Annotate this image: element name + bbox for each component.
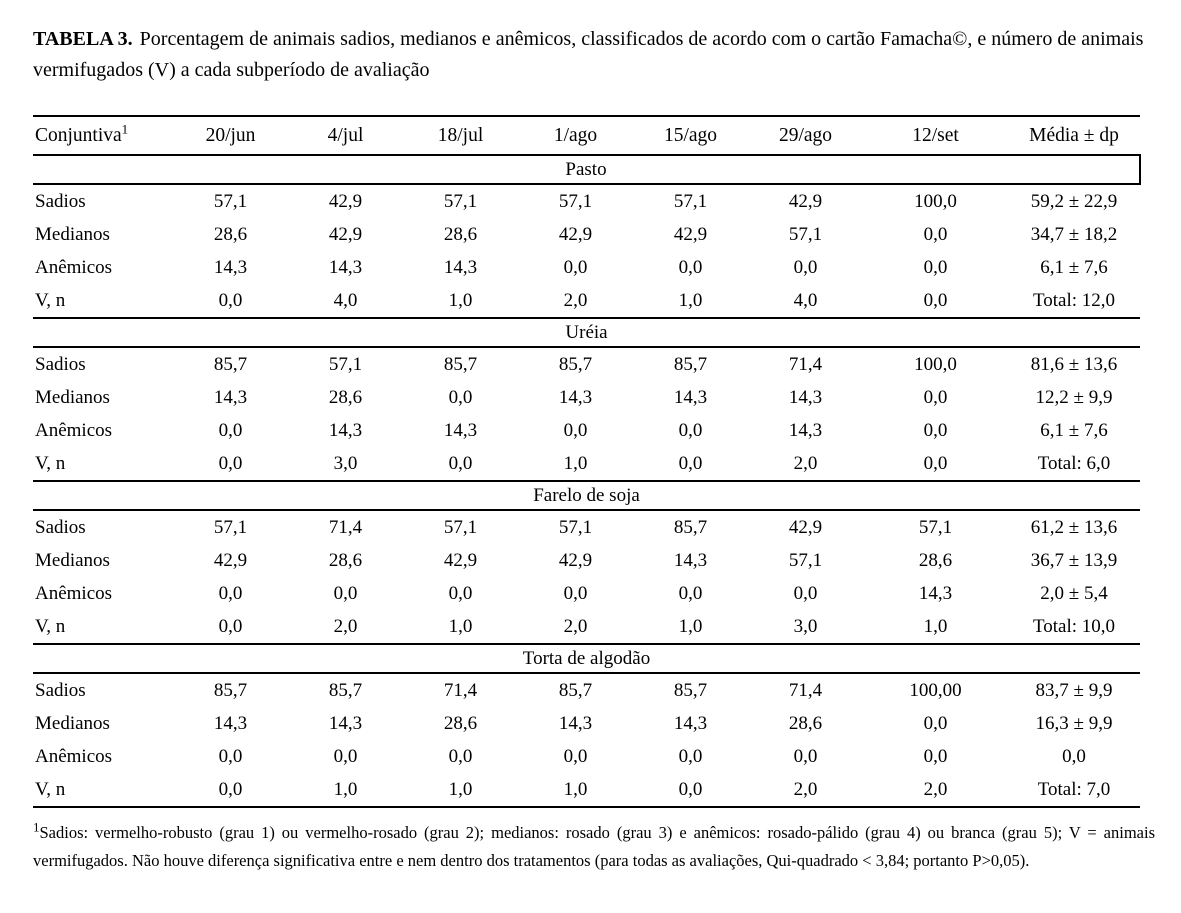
results-table xyxy=(33,115,1141,808)
table-row xyxy=(33,414,1140,447)
cell-value: 4,0 xyxy=(748,284,863,318)
cell-value: 36,7 ± 13,9 xyxy=(1030,549,1118,571)
row-label: V, n xyxy=(33,610,173,644)
cell-value: 0,0 xyxy=(923,419,948,441)
cell-value: 0,0 xyxy=(173,447,288,481)
cell-value: 57,1 xyxy=(443,516,478,538)
cell-value: 83,7 ± 9,9 xyxy=(1035,679,1113,701)
cell-value: 1,0 xyxy=(403,610,518,644)
cell-value: 28,6 xyxy=(328,549,363,571)
cell-value: 0,0 xyxy=(923,745,948,767)
cell-value: 0,0 xyxy=(448,386,473,408)
row-label: Anêmicos xyxy=(35,256,113,278)
row-label: Medianos xyxy=(35,386,110,408)
cell-value: 57,1 xyxy=(213,516,248,538)
cell-value: 28,6 xyxy=(213,223,248,245)
table-body xyxy=(33,155,1140,807)
cell-value: 42,9 xyxy=(788,516,823,538)
cell-value: Total: 10,0 xyxy=(1008,610,1140,644)
cell-value: 0,0 xyxy=(448,745,473,767)
table-row xyxy=(33,577,1140,610)
cell-value: 14,3 xyxy=(213,712,248,734)
cell-value: 57,1 xyxy=(328,353,363,375)
column-header: 4/jul xyxy=(288,116,403,155)
cell-value: 6,1 ± 7,6 xyxy=(1040,419,1108,441)
cell-value: Total: 12,0 xyxy=(1008,284,1140,318)
cell-value: 71,4 xyxy=(788,679,823,701)
cell-value: 0,0 xyxy=(923,386,948,408)
cell-value: 57,1 xyxy=(788,549,823,571)
section-header: Torta de algodão xyxy=(33,644,1140,673)
cell-value: 14,3 xyxy=(673,386,708,408)
cell-value: 12,2 ± 9,9 xyxy=(1035,386,1113,408)
section-row xyxy=(33,155,1140,184)
row-label: Sadios xyxy=(35,516,86,538)
cell-value: 0,0 xyxy=(173,773,288,807)
cell-value: 0,0 xyxy=(333,582,358,604)
cell-value: 57,1 xyxy=(673,190,708,212)
row-label: Medianos xyxy=(35,549,110,571)
cell-value: 0,0 xyxy=(923,256,948,278)
cell-value: 57,1 xyxy=(788,223,823,245)
table-row xyxy=(33,447,1140,481)
cell-value: 0,0 xyxy=(678,419,703,441)
cell-value: 2,0 xyxy=(748,447,863,481)
cell-value: 14,3 xyxy=(673,549,708,571)
table-row xyxy=(33,740,1140,773)
cell-value: 14,3 xyxy=(213,256,248,278)
cell-value: 1,0 xyxy=(863,610,1008,644)
cell-value: 0,0 xyxy=(173,610,288,644)
cell-value: 57,1 xyxy=(918,516,953,538)
column-header: 15/ago xyxy=(633,116,748,155)
row-label: Anêmicos xyxy=(35,582,113,604)
cell-value: 100,0 xyxy=(914,353,957,375)
cell-value: 2,0 xyxy=(863,773,1008,807)
cell-value: 28,6 xyxy=(443,223,478,245)
cell-value: 0,0 xyxy=(793,582,818,604)
table-title xyxy=(33,24,1155,86)
cell-value: 14,3 xyxy=(558,386,593,408)
cell-value: Total: 6,0 xyxy=(1008,447,1140,481)
cell-value: 14,3 xyxy=(788,386,823,408)
column-header: 1/ago xyxy=(518,116,633,155)
cell-value: 57,1 xyxy=(558,516,593,538)
cell-value: 14,3 xyxy=(443,419,478,441)
cell-value: 85,7 xyxy=(213,353,248,375)
table-row xyxy=(33,673,1140,707)
cell-value: 42,9 xyxy=(673,223,708,245)
row-label: Anêmicos xyxy=(35,419,113,441)
cell-value: 85,7 xyxy=(673,516,708,538)
cell-value: 0,0 xyxy=(448,582,473,604)
cell-value: 3,0 xyxy=(288,447,403,481)
cell-value: 42,9 xyxy=(328,190,363,212)
row-label: V, n xyxy=(33,284,173,318)
cell-value: 0,0 xyxy=(793,256,818,278)
cell-value: 81,6 ± 13,6 xyxy=(1030,353,1118,375)
cell-value: 59,2 ± 22,9 xyxy=(1030,190,1118,212)
cell-value: 0,0 xyxy=(863,284,1008,318)
cell-value: 0,0 xyxy=(333,745,358,767)
section-header: Uréia xyxy=(33,318,1140,347)
column-header: 20/jun xyxy=(173,116,288,155)
cell-value: 85,7 xyxy=(558,353,593,375)
table-row xyxy=(33,218,1140,251)
cell-value: 85,7 xyxy=(443,353,478,375)
table-row xyxy=(33,184,1140,218)
section-header: Farelo de soja xyxy=(33,481,1140,510)
cell-value: 0,0 xyxy=(678,582,703,604)
cell-value: 1,0 xyxy=(518,773,633,807)
cell-value: 2,0 xyxy=(518,610,633,644)
section-row xyxy=(33,481,1140,510)
cell-value: 3,0 xyxy=(748,610,863,644)
table-title-label: TABELA 3. xyxy=(33,28,133,50)
footnote-marker: 1 xyxy=(33,819,40,835)
cell-value: 0,0 xyxy=(218,745,243,767)
cell-value: 57,1 xyxy=(443,190,478,212)
cell-value: 14,3 xyxy=(673,712,708,734)
footnote xyxy=(33,819,1155,876)
table-head-row xyxy=(33,116,1140,155)
cell-value: 0,0 xyxy=(403,447,518,481)
cell-value: 0,0 xyxy=(563,582,588,604)
cell-value: 85,7 xyxy=(558,679,593,701)
cell-value: 14,3 xyxy=(328,712,363,734)
cell-value: 0,0 xyxy=(563,745,588,767)
cell-value: Total: 7,0 xyxy=(1008,773,1140,807)
cell-value: 57,1 xyxy=(558,190,593,212)
cell-value: 42,9 xyxy=(328,223,363,245)
row-label: V, n xyxy=(33,447,173,481)
cell-value: 14,3 xyxy=(213,386,248,408)
header-footnote-marker: 1 xyxy=(121,121,129,136)
table-row xyxy=(33,610,1140,644)
table-row xyxy=(33,381,1140,414)
section-row xyxy=(33,318,1140,347)
cell-value: 0,0 xyxy=(633,447,748,481)
row-label: Medianos xyxy=(35,712,110,734)
cell-value: 71,4 xyxy=(328,516,363,538)
cell-value: 0,0 xyxy=(218,582,243,604)
cell-value: 100,0 xyxy=(914,190,957,212)
cell-value: 14,3 xyxy=(328,256,363,278)
row-label: Sadios xyxy=(35,190,86,212)
cell-value: 1,0 xyxy=(633,610,748,644)
cell-value: 0,0 xyxy=(678,256,703,278)
cell-value: 2,0 xyxy=(288,610,403,644)
cell-value: 14,3 xyxy=(328,419,363,441)
cell-value: 14,3 xyxy=(558,712,593,734)
cell-value: 16,3 ± 9,9 xyxy=(1035,712,1113,734)
cell-value: 6,1 ± 7,6 xyxy=(1040,256,1108,278)
cell-value: 85,7 xyxy=(328,679,363,701)
table-row xyxy=(33,707,1140,740)
cell-value: 4,0 xyxy=(288,284,403,318)
cell-value: 42,9 xyxy=(558,223,593,245)
section-row xyxy=(33,644,1140,673)
cell-value: 42,9 xyxy=(443,549,478,571)
table-row xyxy=(33,284,1140,318)
cell-value: 1,0 xyxy=(403,773,518,807)
cell-value: 0,0 xyxy=(923,223,948,245)
cell-value: 0,0 xyxy=(793,745,818,767)
cell-value: 100,00 xyxy=(909,679,962,701)
footnote-text: Sadios: vermelho-robusto (grau 1) ou vermelho-rosado (grau 2); medianos: rosado (grau 3) e anêmicos: rosado-pálido (grau 4) ou branca (grau 5); V = animais vermifugados. Não houve diferença significativa entre e nem dentro dos tratamentos (para todas as avaliações, Qui-quadrado < 3,84; portanto P>0,05). xyxy=(33,823,1155,871)
column-header: 29/ago xyxy=(748,116,863,155)
cell-value: 61,2 ± 13,6 xyxy=(1030,516,1118,538)
cell-value: 14,3 xyxy=(918,582,953,604)
cell-value: 28,6 xyxy=(443,712,478,734)
row-label: Medianos xyxy=(35,223,110,245)
column-header: 12/set xyxy=(863,116,1008,155)
cell-value: 14,3 xyxy=(788,419,823,441)
cell-value: 57,1 xyxy=(213,190,248,212)
cell-value: 28,6 xyxy=(328,386,363,408)
cell-value: 85,7 xyxy=(213,679,248,701)
row-label: Anêmicos xyxy=(35,745,113,767)
row-label: Sadios xyxy=(35,353,86,375)
section-header: Pasto xyxy=(33,155,1140,184)
table-row xyxy=(33,544,1140,577)
cell-value: 0,0 xyxy=(173,284,288,318)
cell-value: 0,0 xyxy=(218,419,243,441)
cell-value: 34,7 ± 18,2 xyxy=(1030,223,1118,245)
cell-value: 28,6 xyxy=(788,712,823,734)
table-row xyxy=(33,251,1140,284)
column-header: Média ± dp xyxy=(1008,116,1140,155)
cell-value: 85,7 xyxy=(673,353,708,375)
cell-value: 0,0 xyxy=(923,712,948,734)
cell-value: 0,0 xyxy=(1062,745,1086,767)
column-header: Conjuntiva$^1$ xyxy=(33,116,173,155)
table-title-text: Porcentagem de animais sadios, medianos e anêmicos, classificados de acordo com o cartão Famacha©, e número de animais vermifugados (V) a cada subperíodo de avaliação xyxy=(33,28,1144,81)
cell-value: 1,0 xyxy=(633,284,748,318)
cell-value: 0,0 xyxy=(563,256,588,278)
table-row xyxy=(33,773,1140,807)
cell-value: 85,7 xyxy=(673,679,708,701)
column-header: 18/jul xyxy=(403,116,518,155)
cell-value: 42,9 xyxy=(788,190,823,212)
cell-value: 42,9 xyxy=(213,549,248,571)
cell-value: 0,0 xyxy=(633,773,748,807)
cell-value: 0,0 xyxy=(863,447,1008,481)
cell-value: 28,6 xyxy=(918,549,953,571)
table-row xyxy=(33,347,1140,381)
cell-value: 0,0 xyxy=(678,745,703,767)
cell-value: 0,0 xyxy=(563,419,588,441)
cell-value: 2,0 xyxy=(748,773,863,807)
row-label: V, n xyxy=(33,773,173,807)
cell-value: 2,0 ± 5,4 xyxy=(1040,582,1108,604)
cell-value: 42,9 xyxy=(558,549,593,571)
cell-value: 1,0 xyxy=(518,447,633,481)
cell-value: 71,4 xyxy=(443,679,478,701)
cell-value: 1,0 xyxy=(288,773,403,807)
table-row xyxy=(33,510,1140,544)
cell-value: 1,0 xyxy=(403,284,518,318)
cell-value: 14,3 xyxy=(443,256,478,278)
row-label: Sadios xyxy=(35,679,86,701)
cell-value: 2,0 xyxy=(518,284,633,318)
cell-value: 71,4 xyxy=(788,353,823,375)
